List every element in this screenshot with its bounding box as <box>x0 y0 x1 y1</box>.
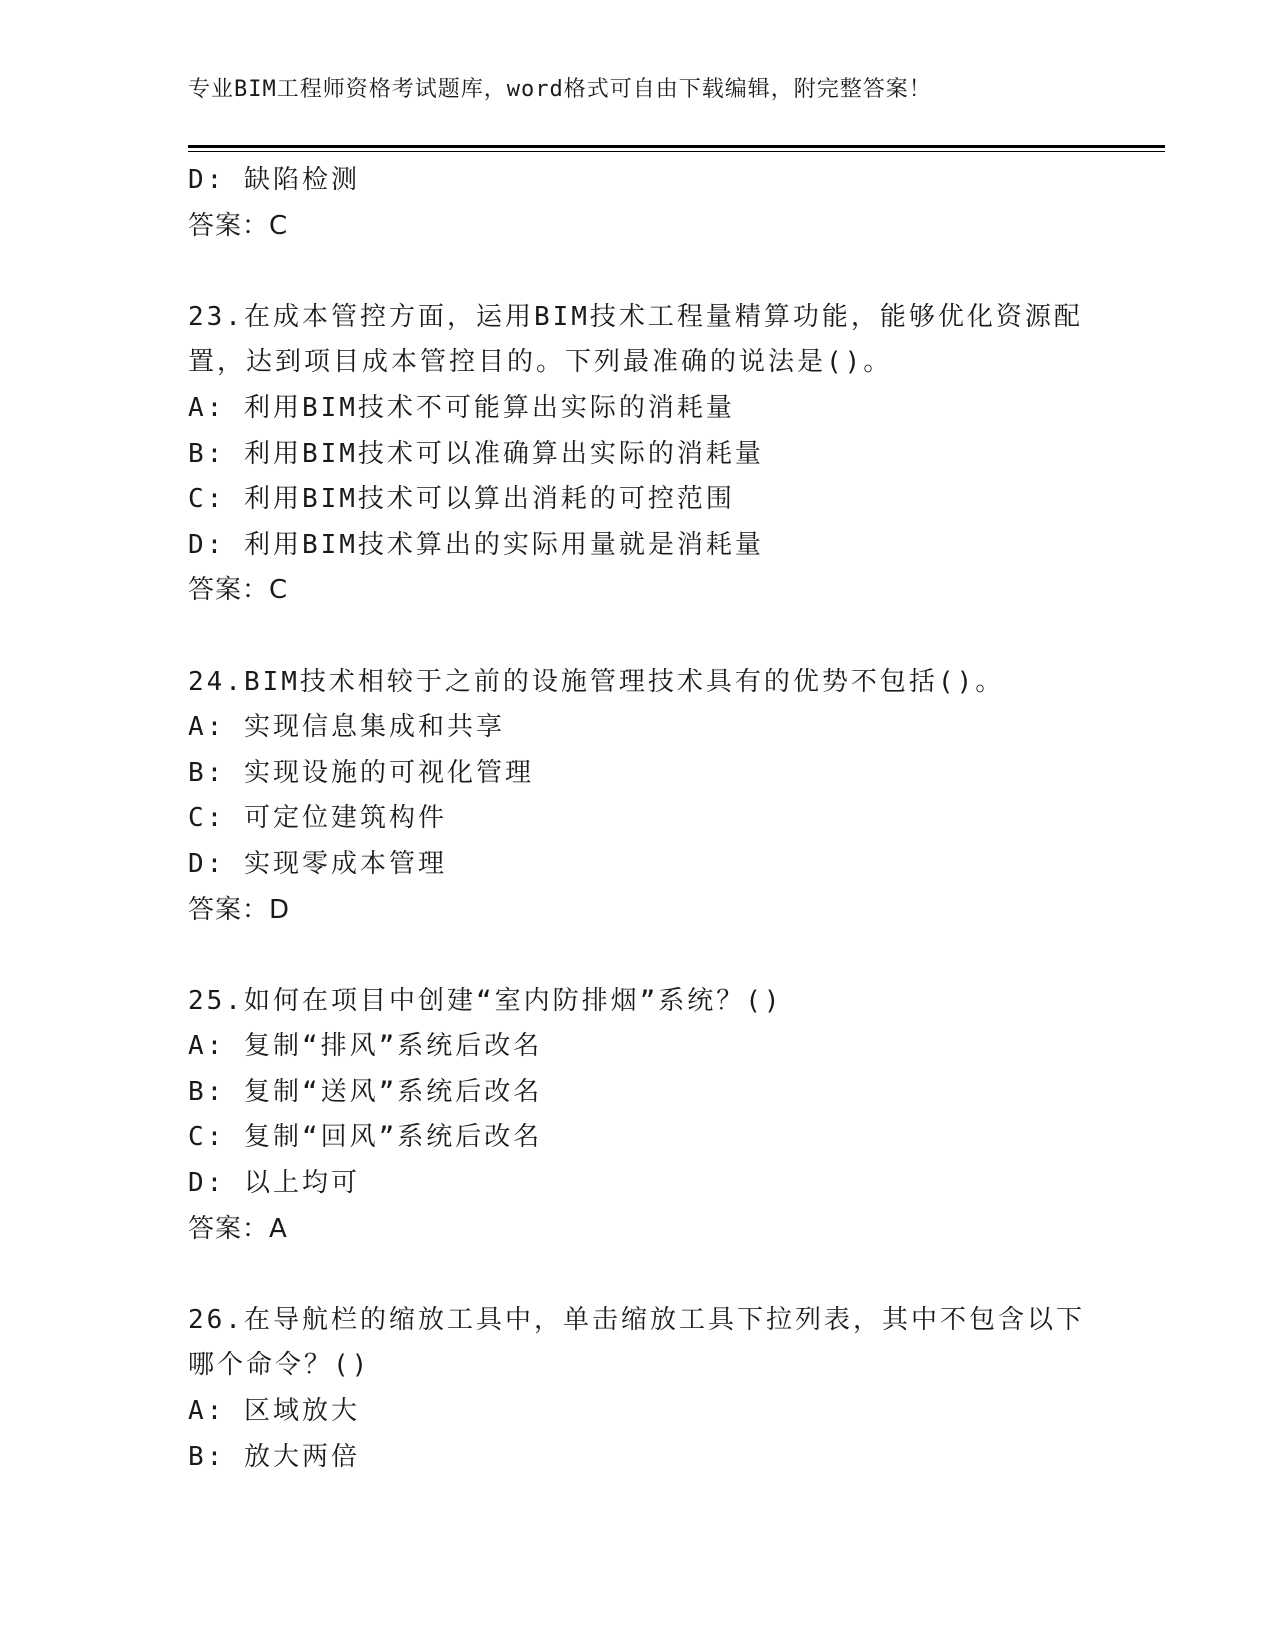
option-line: D: 缺陷检测 <box>188 165 360 195</box>
option-line: D: 利用BIM技术算出的实际用量就是消耗量 <box>188 529 764 560</box>
option-line: D: 实现零成本管理 <box>188 848 447 879</box>
option-line: A: 区域放大 <box>188 1396 360 1427</box>
answer-line: 答案：A <box>188 1213 288 1244</box>
question-stem-line: 26.在导航栏的缩放工具中，单击缩放工具下拉列表，其中不包含以下 <box>188 1304 1085 1335</box>
answer-line: 答案：C <box>188 575 289 606</box>
option-line: D: 以上均可 <box>188 1168 360 1199</box>
question-list <box>188 158 1088 1480</box>
question-block <box>188 295 1088 614</box>
option-line: B: 实现设施的可视化管理 <box>188 757 534 788</box>
question-block <box>188 979 1088 1253</box>
answer-line: 答案：C <box>188 210 289 241</box>
option-line: A: 利用BIM技术不可能算出实际的消耗量 <box>188 392 735 423</box>
header-rule-thick <box>188 145 1165 148</box>
option-line: C: 复制“回风”系统后改名 <box>188 1122 543 1153</box>
option-line: C: 可定位建筑构件 <box>188 803 447 834</box>
question-stem-line: 哪个命令？() <box>188 1350 371 1381</box>
header-rule-thin <box>188 151 1165 152</box>
option-line: B: 放大两倍 <box>188 1441 360 1472</box>
option-line: A: 复制“排风”系统后改名 <box>188 1031 543 1062</box>
question-block <box>188 660 1088 934</box>
question-block <box>188 1298 1088 1480</box>
option-line: B: 利用BIM技术可以准确算出实际的消耗量 <box>188 438 764 469</box>
question-stem-line: 24.BIM技术相较于之前的设施管理技术具有的优势不包括()。 <box>188 666 1005 697</box>
option-line: C: 利用BIM技术可以算出消耗的可控范围 <box>188 484 735 515</box>
question-stem-line: 25.如何在项目中创建“室内防排烟”系统？() <box>188 985 783 1016</box>
page-header: 专业BIM工程师资格考试题库，word格式可自由下载编辑，附完整答案！ <box>188 77 932 102</box>
answer-line: 答案：D <box>188 894 291 925</box>
question-stem-line: 23.在成本管控方面，运用BIM技术工程量精算功能，能够优化资源配 <box>188 301 1083 332</box>
option-line: A: 实现信息集成和共享 <box>188 712 505 743</box>
question-stem-line: 置，达到项目成本管控目的。下列最准确的说法是()。 <box>188 347 893 378</box>
option-line: B: 复制“送风”系统后改名 <box>188 1076 543 1107</box>
